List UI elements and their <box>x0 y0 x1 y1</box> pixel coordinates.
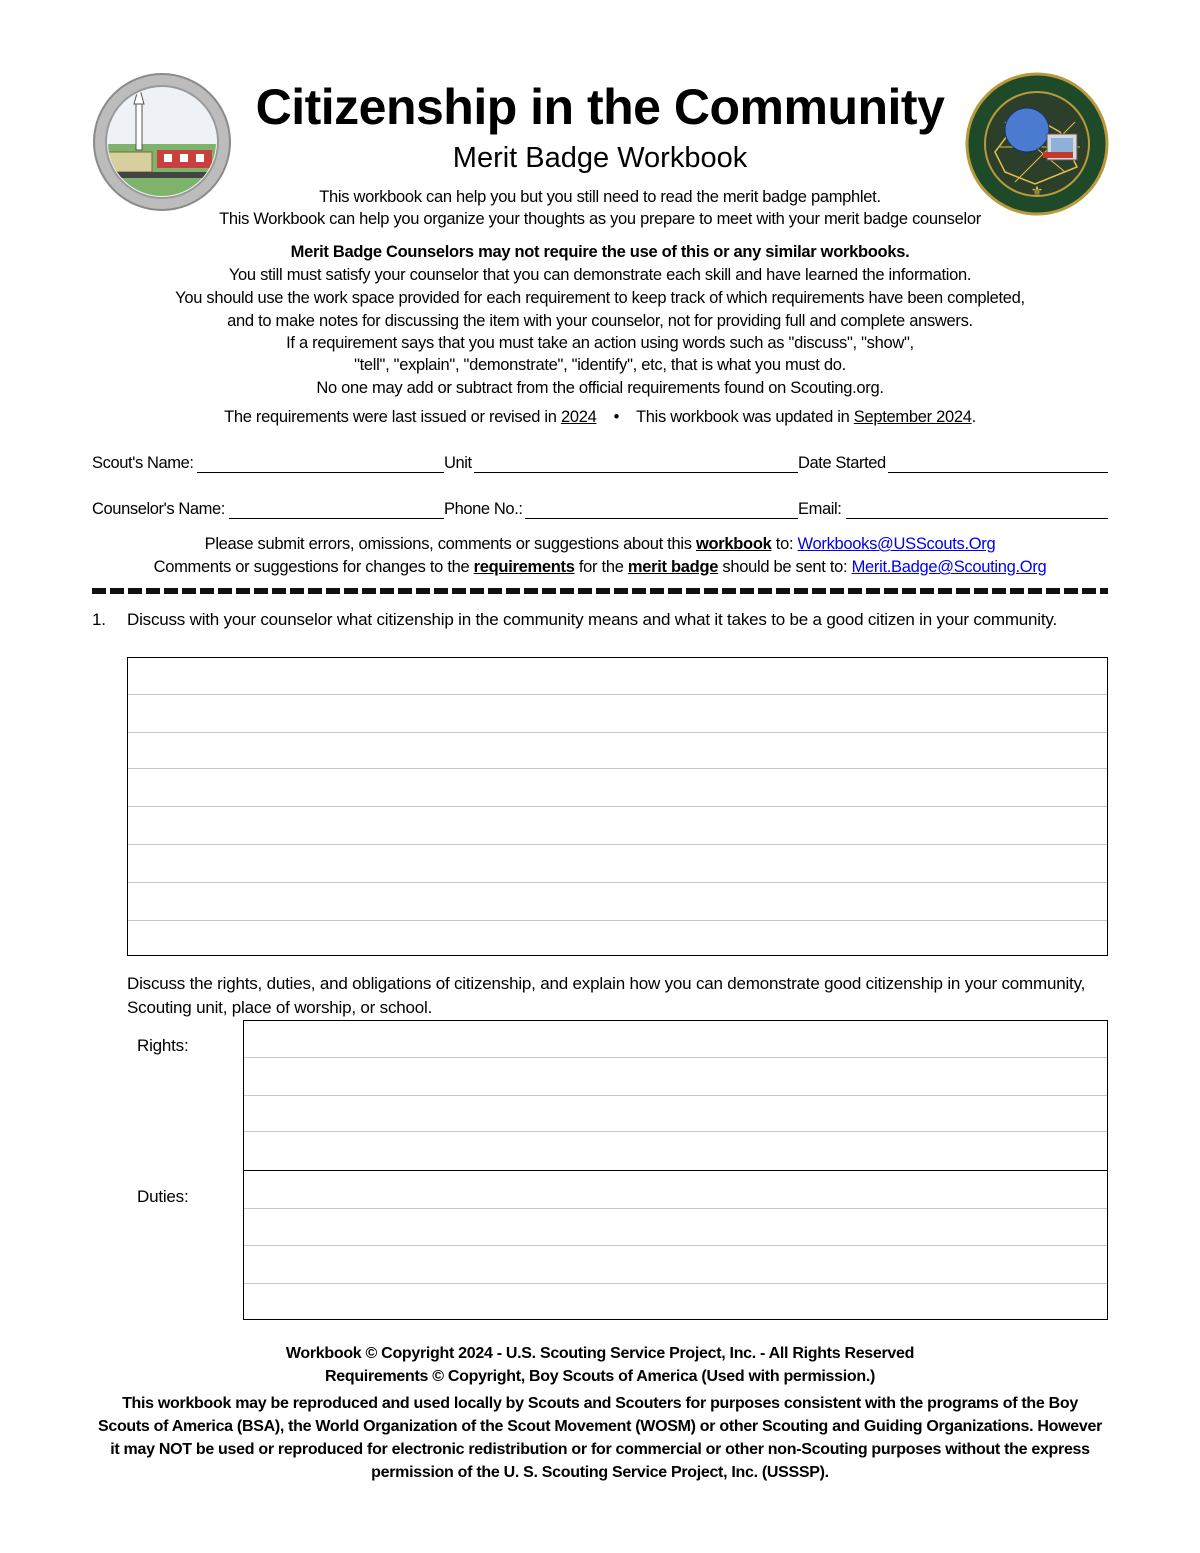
workbooks-email-link[interactable]: Workbooks@USScouts.Org <box>797 535 996 553</box>
revision-line <box>0 408 1200 427</box>
copyright-line-2: Requirements © Copyright, Boy Scouts of America (Used with permission.) <box>325 1368 875 1385</box>
svg-text:⚜: ⚜ <box>1030 185 1044 200</box>
page-subtitle: Merit Badge Workbook <box>452 142 748 174</box>
counselor-name-label: Counselor's Name: <box>92 500 225 518</box>
copyright-line-1: Workbook © Copyright 2024 - U.S. Scouting Service Project, Inc. - All Rights Reserved <box>285 1345 915 1362</box>
submit-text: should be sent to: <box>722 558 848 576</box>
bullet-separator: • <box>613 408 620 426</box>
scout-name-label: Scout's Name: <box>92 454 194 472</box>
email-label: Email: <box>798 500 842 518</box>
submit-line-1 <box>0 535 1200 554</box>
notice-line: "tell", "explain", "demonstrate", "identify", etc, that is what you must do. <box>354 356 846 374</box>
intro-line-2: This Workbook can help you organize your thoughts as you prepare to meet with your merit badge counselor <box>219 210 981 228</box>
requirement-number: 1. <box>92 610 106 629</box>
dashed-divider <box>92 588 1108 594</box>
phone-label: Phone No.: <box>444 500 523 518</box>
notice-line: You should use the work space provided for each requirement to keep track of which requirements have been completed, <box>175 289 1025 307</box>
phone-field[interactable] <box>525 518 798 519</box>
notice-line: and to make notes for discussing the item with your counselor, not for providing full and complete answers. <box>227 312 973 330</box>
requirement-1b-text: Discuss the rights, duties, and obligations of citizenship, and explain how you can demonstrate good citizenship in your community, Scouting unit, place of worship, or school. <box>127 974 1086 1017</box>
intro-line-1: This workbook can help you but you still need to read the merit badge pamphlet. <box>319 188 881 206</box>
notice-line: You still must satisfy your counselor that you can demonstrate each skill and have learned the information. <box>228 266 972 284</box>
date-started-field[interactable] <box>888 472 1108 473</box>
submit-text: to: <box>775 535 794 553</box>
license-text: This workbook may be reproduced and used locally by Scouts and Scouters for purposes consistent with the programs of the Boy Scouts of America (BSA), the World Organization of the Scout Movement (WOSM) or other Scouting and Guiding Organizations. However it may NOT be used or reproduced for electronic redistribution or for commercial or other non-Scouting purposes without the express permission of the U. S. Scouting Service Project, Inc. (USSSP). <box>97 1395 1103 1481</box>
unit-label: Unit <box>444 454 472 472</box>
rights-label: Rights: <box>137 1036 189 1055</box>
merit-badge-emphasis: merit badge <box>627 558 719 576</box>
date-started-label: Date Started <box>798 454 886 472</box>
counselor-name-field[interactable] <box>229 518 444 519</box>
revised-year: 2024 <box>560 408 597 426</box>
updated-date: September 2024 <box>853 408 972 426</box>
submit-text: Please submit errors, omissions, comments or suggestions about this <box>204 535 692 553</box>
submit-text: Comments or suggestions for changes to the <box>153 558 470 576</box>
requirement-1-text: Discuss with your counselor what citizenship in the community means and what it takes to be a good citizen in your community. <box>127 610 1057 629</box>
requirements-emphasis: requirements <box>473 558 575 576</box>
duties-label: Duties: <box>137 1187 189 1206</box>
merit-badge-email-link[interactable]: Merit.Badge@Scouting.Org <box>851 558 1047 576</box>
workbook-emphasis: workbook <box>695 535 772 553</box>
submit-text: for the <box>578 558 624 576</box>
page-title: Citizenship in the Community <box>255 79 945 135</box>
rights-answer-box[interactable] <box>243 1020 1108 1171</box>
email-field[interactable] <box>846 518 1108 519</box>
updated-prefix: This workbook was updated in <box>635 408 850 426</box>
scout-name-field[interactable] <box>197 472 444 473</box>
updated-suffix: . <box>971 408 976 426</box>
notice-line: No one may add or subtract from the official requirements found on Scouting.org. <box>316 379 884 397</box>
unit-field[interactable] <box>474 472 798 473</box>
requirement-1-answer-box[interactable] <box>127 657 1108 956</box>
duties-answer-box[interactable] <box>243 1170 1108 1320</box>
submit-line-2 <box>0 558 1200 577</box>
notice-line: If a requirement says that you must take an action using words such as "discuss", "show", <box>286 334 914 352</box>
revised-prefix: The requirements were last issued or revised in <box>224 408 557 426</box>
notice-bold: Merit Badge Counselors may not require the use of this or any similar workbooks. <box>290 243 910 261</box>
